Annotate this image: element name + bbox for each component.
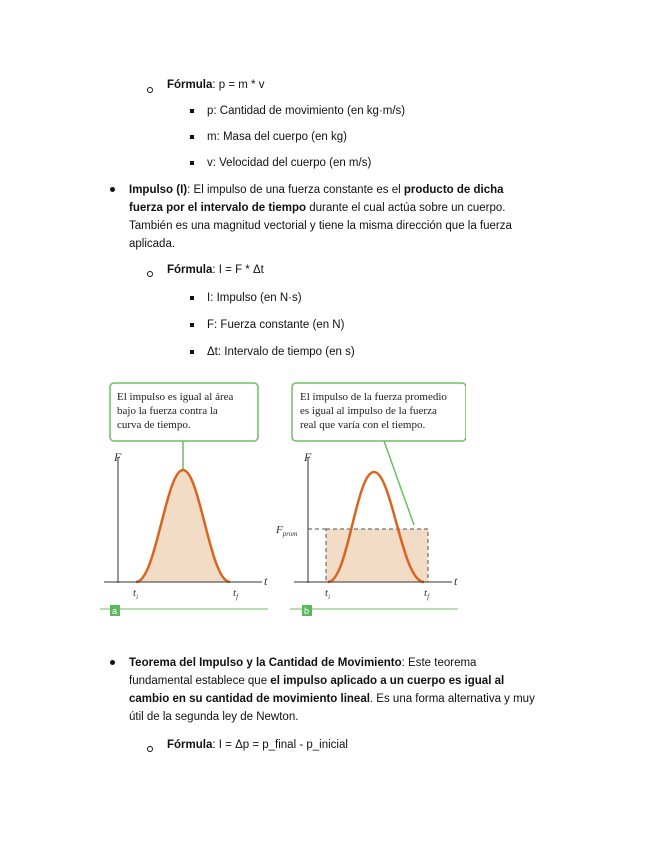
- square-bullet: [190, 109, 194, 113]
- x-label-a: t: [264, 574, 268, 588]
- callout-line: es igual al impulso de la fuerza: [300, 405, 437, 417]
- panel-label-a: a: [112, 606, 118, 616]
- sub-bullet: [147, 746, 153, 752]
- fprom-label-b: $F_{prom}$: [276, 524, 298, 538]
- ti-label-a: $t_i$: [133, 587, 139, 601]
- main-bullet: [110, 187, 115, 192]
- impulso-item-i: I: Impulso (en N·s): [207, 292, 302, 304]
- momentum-item-v: v: Velocidad del cuerpo (en m/s): [207, 157, 372, 169]
- square-bullet: [190, 161, 194, 165]
- teorema-line-2: fundamental establece que el impulso aplicado a un cuerpo es igual al: [129, 675, 505, 687]
- square-bullet: [190, 135, 194, 139]
- impulso-line-4: aplicada.: [129, 238, 176, 250]
- panel-label-b: b: [304, 606, 310, 616]
- impulso-line-3: También es una magnitud vectorial y tiene la misma dirección que la fuerza: [129, 220, 512, 232]
- teorema-formula: Fórmula: I = Δp = p_final - p_inicial: [167, 739, 348, 751]
- panel-b: [275, 383, 466, 616]
- sub-bullet: [147, 271, 153, 277]
- impulso-item-f: F: Fuerza constante (en N): [207, 319, 345, 331]
- impulso-formula: Fórmula: I = F * Δt: [167, 264, 264, 276]
- callout-line: El impulso es igual al área: [117, 391, 234, 403]
- tf-label-b: $t_f$: [424, 587, 430, 601]
- panel-a: [100, 383, 268, 616]
- tf-label-a: $t_f$: [233, 587, 239, 601]
- momentum-formula: Fórmula: p = m * v: [167, 79, 265, 91]
- main-bullet: [110, 660, 115, 665]
- y-label-b: F: [304, 450, 312, 464]
- y-label-a: F: [114, 450, 122, 464]
- momentum-item-p: p: Cantidad de movimiento (en kg·m/s): [207, 105, 406, 117]
- callout-line: real que varía con el tiempo.: [300, 419, 426, 431]
- callout-line: El impulso de la fuerza promedio: [300, 391, 447, 403]
- callout-line: bajo la fuerza contra la: [117, 405, 218, 417]
- impulse-figure: [96, 375, 466, 623]
- x-label-b: t: [454, 574, 458, 588]
- impulso-line-1: Impulso (I): El impulso de una fuerza constante es el producto de dicha: [129, 184, 504, 196]
- callout-line: curva de tiempo.: [117, 419, 191, 431]
- callout-pointer-b: [384, 441, 414, 525]
- sub-bullet: [147, 87, 153, 93]
- teorema-line-3: cambio en su cantidad de movimiento lineal. Es una forma alternativa y muy: [129, 693, 535, 705]
- impulso-line-2: fuerza por el intervalo de tiempo durante el cual actúa sobre un cuerpo.: [129, 202, 506, 214]
- momentum-item-m: m: Masa del cuerpo (en kg): [207, 131, 347, 143]
- ti-label-b: $t_i$: [325, 587, 331, 601]
- teorema-line-1: Teorema del Impulso y la Cantidad de Movimiento: Este teorema: [129, 657, 477, 669]
- square-bullet: [190, 350, 194, 354]
- impulso-item-dt: Δt: Intervalo de tiempo (en s): [207, 346, 355, 358]
- square-bullet: [190, 296, 194, 300]
- square-bullet: [190, 323, 194, 327]
- teorema-line-4: útil de la segunda ley de Newton.: [129, 711, 299, 723]
